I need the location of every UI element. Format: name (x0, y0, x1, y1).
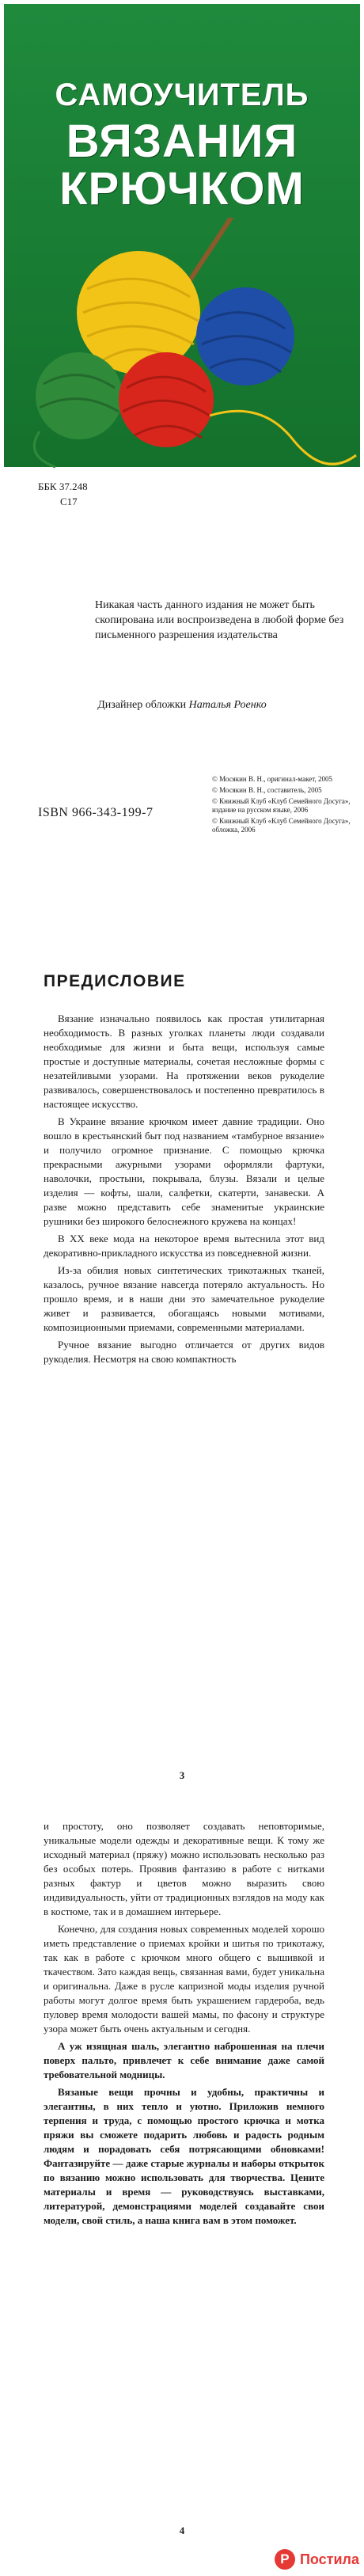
credit-line: © Книжный Клуб «Клуб Семейного Досуга», обложка, 2006 (212, 817, 351, 834)
preface-body (44, 1012, 324, 1370)
page4-body (44, 1819, 324, 2231)
imprint-page (0, 471, 364, 918)
paragraph: Конечно, для создания новых современных моделей хорошо иметь представление о приемах кройки и шитья по трикотажу, так как в работе с крючком много общего с вышивкой и ткачеством. Зато каждая вещь, связанная вами, будет уникальна и оригинальна. Даже в русле капризной моды изделия ручной работы могут долгое время быть украшением гардероба, ведь пуловер время молодости вашей мамы, по фасону и структуре узора может быть очень актуальным и сегодня. (44, 1923, 324, 2035)
pin-icon: P (275, 2549, 295, 2570)
catalog-code: С17 (60, 496, 78, 507)
cover-title-line-1: САМОУЧИТЕЛЬ (55, 78, 309, 112)
watermark-text: Постила (299, 2551, 359, 2567)
credit-line: © Мосякин В. Н., оригинал-макет, 2005 (212, 775, 332, 783)
paragraph: Вязаные вещи прочны и удобны, практичны и элегантны, в них тепло и уютно. Приложив немного терпения и труда, с помощью простого крючка и мотка пряжи вы сможете подарить любовь и радость родным людям и порадовать себя потрясающими обновками! Фантазируйте — даже старые журналы и наборы открыток по вязанию можно использовать для творчества. Цените материалы и время — руководствуясь выставками, литературой, демонстрациями моделей создавайте свои модели, свой стиль, а наша книга вам в этом поможет. (44, 2086, 324, 2226)
yarn-balls-illustration (8, 218, 364, 471)
paragraph: Вязание изначально появилось как простая утилитарная необходимость. В разных уголках планеты люди создавали необходимые для жизни и быта вещи, используя самые простые и доступные материалы, сочетая несложные формы с незатейливыми узорами. На протяжении веков рукоделие развивалось, совершенствовалось и постепенно превратилось в настоящее искусство. (44, 1013, 324, 1110)
designer-label: Дизайнер обложки (97, 699, 187, 711)
preface-page (0, 918, 364, 1808)
cover-title-line-2: ВЯЗАНИЯ (66, 116, 298, 167)
paragraph: В Украине вязание крючком имеет давние традиции. Оно вошло в крестьянский быт под названием «тамбурное вязание» и получило огромное признание. С помощью крючка прекрасными ажурными узорами оформляли фартуки, наволочки, простыни, покрывала, блузы. Вязали и целые изделия — кофты, шали, салфетки, скатерти, занавески. А разве можно представить себе знаменитые украинские рушники без широкого белоснежного кружева на концах! (44, 1115, 324, 1227)
paragraph: Ручное вязание выгодно отличается от других видов рукоделия. Несмотря на свою компактность (44, 1339, 324, 1365)
paragraph: Из-за обилия новых синтетических трикотажных тканей, казалось, ручное вязание навсегда потеряло актуальность. Но прошло время, и в наши дни это замечательное рукоделие живет и развивается, обогащаясь новыми мотивами, композиционными приемами, современными материалами. (44, 1264, 324, 1333)
cover-designer (0, 699, 364, 712)
book-cover (0, 0, 364, 471)
green-yarn-ball (36, 352, 123, 439)
postila-watermark[interactable] (275, 2549, 359, 2570)
page-number: 3 (179, 1769, 185, 1781)
rights-notice: Никакая часть данного издания не может быть скопирована или воспроизведена в любой форме без письменного разрешения издательства (95, 599, 344, 641)
bbk-code: ББК 37.248 (38, 481, 88, 492)
preface-page-continued (0, 1808, 364, 2576)
copyright-credits (212, 775, 362, 837)
preface-heading: ПРЕДИСЛОВИЕ (44, 972, 186, 990)
isbn: ISBN 966-343-199-7 (38, 806, 154, 819)
paragraph: В XX веке мода на некоторое время вытеснила этот вид декоративно-прикладного искусства из повседневной жизни. (44, 1233, 324, 1259)
credit-line: © Книжный Клуб «Клуб Семейного Досуга», издание на русском языке, 2006 (212, 797, 351, 814)
designer-name: Наталья Роенко (188, 699, 267, 711)
credit-line: © Мосякин В. Н., составитель, 2005 (212, 786, 322, 794)
paragraph: и простоту, оно позволяет создавать неповторимые, уникальные модели одежды и декоративные вещи. К тому же исходный материал (пряжу) можно использовать несколько раз без особых потерь. Проявив фантазию в работе с нитками разных фактур и цветов можно выразить свою индивидуальность, уйти от традиционных взглядов на моду как в костюме, так и в домашнем интерьере. (44, 1820, 324, 1917)
cover-title-line-3: КРЮЧКОМ (59, 163, 305, 215)
paragraph: А уж изящная шаль, элегантно наброшенная на плечи поверх пальто, привлечет к себе внимание даже самой требовательной модницы. (44, 2040, 324, 2080)
page-number: 4 (179, 2525, 185, 2536)
classification-block (38, 479, 88, 509)
